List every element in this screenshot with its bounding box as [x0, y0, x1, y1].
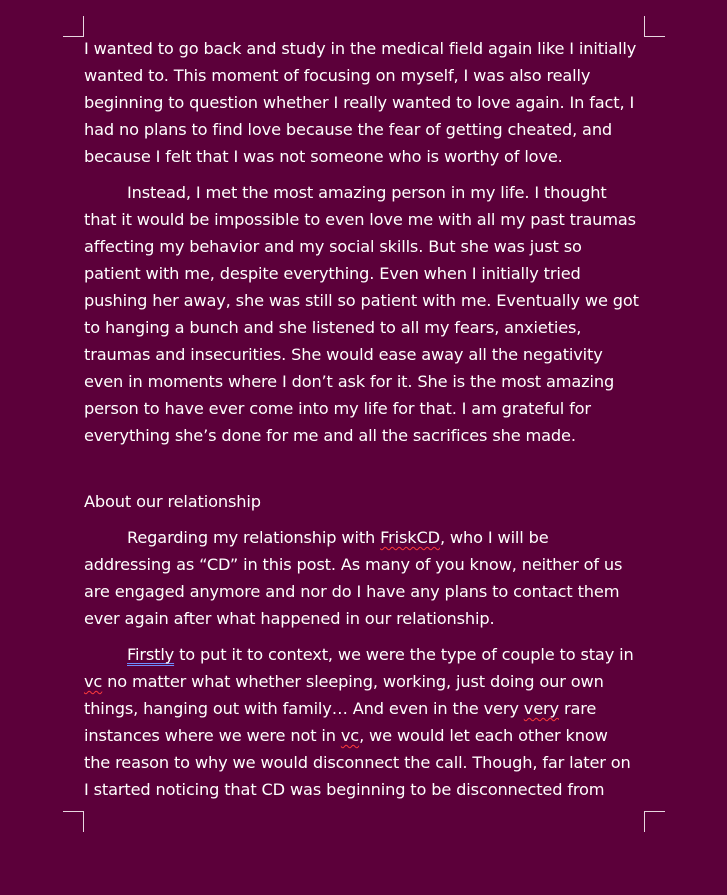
section-heading [84, 488, 644, 515]
paragraph-1 [84, 35, 644, 170]
text-line [84, 641, 644, 668]
text-run: Regarding my relationship with [127, 528, 381, 547]
text-run: rare [558, 699, 597, 718]
text-run: to put it to context, we were the type of couple to stay in [174, 645, 634, 664]
text-line: everything she’s done for me and all the sacrifices she made. [84, 426, 576, 445]
text-run: , we would let each other know [359, 726, 608, 745]
paragraph-4 [84, 641, 644, 803]
heading-text: About our relationship [84, 492, 261, 511]
margin-corner-bottom-right [644, 811, 665, 832]
empty-paragraph [84, 458, 644, 488]
paragraph-3 [84, 524, 644, 632]
text-line: that it would be impossible to even love me with all my past traumas [84, 210, 636, 229]
text-line: the reason to why we would disconnect the call. Though, far later on [84, 753, 631, 772]
margin-corner-top-left [63, 16, 84, 37]
text-line: person to have ever come into my life for that. I am grateful for [84, 399, 591, 418]
text-run: , who I will be [439, 528, 549, 547]
text-line: addressing as “CD” in this post. As many of you know, neither of us [84, 555, 623, 574]
text-line: I started noticing that CD was beginning to be disconnected from [84, 780, 605, 799]
text-line [84, 668, 644, 695]
text-line [84, 695, 644, 722]
text-line: beginning to question whether I really wanted to love again. In fact, I [84, 93, 635, 112]
paragraph-2 [84, 179, 644, 449]
text-line [84, 524, 644, 551]
text-line: wanted to. This moment of focusing on myself, I was also really [84, 66, 591, 85]
text-line: traumas and insecurities. She would ease away all the negativity [84, 345, 603, 364]
text-line: even in moments where I don’t ask for it. She is the most amazing [84, 372, 615, 391]
spelling-flagged-word[interactable]: vc [84, 672, 103, 691]
spelling-flagged-word[interactable]: very [523, 699, 559, 718]
margin-corner-bottom-left [63, 811, 84, 832]
text-line: ever again after what happened in our relationship. [84, 609, 495, 628]
text-line: pushing her away, she was still so patient with me. Eventually we got [84, 291, 639, 310]
text-run: instances where we were not in [84, 726, 341, 745]
text-line: affecting my behavior and my social skills. But she was just so [84, 237, 582, 256]
text-line: had no plans to find love because the fear of getting cheated, and [84, 120, 613, 139]
text-line: are engaged anymore and nor do I have any plans to contact them [84, 582, 620, 601]
text-line: to hanging a bunch and she listened to all my fears, anxieties, [84, 318, 582, 337]
spelling-flagged-word[interactable]: FriskCD [380, 528, 440, 547]
grammar-flagged-word[interactable]: Firstly [127, 645, 175, 664]
text-line: Instead, I met the most amazing person in my life. I thought [127, 183, 607, 202]
text-run: no matter what whether sleeping, working, just doing our own [102, 672, 604, 691]
margin-corner-top-right [644, 16, 665, 37]
text-line [84, 722, 644, 749]
text-line: patient with me, despite everything. Even when I initially tried [84, 264, 581, 283]
document-body[interactable] [84, 35, 644, 812]
text-line: because I felt that I was not someone who is worthy of love. [84, 147, 563, 166]
text-line: I wanted to go back and study in the medical field again like I initially [84, 39, 637, 58]
spelling-flagged-word[interactable]: vc [340, 726, 360, 745]
text-run: things, hanging out with family… And even in the very [84, 699, 524, 718]
